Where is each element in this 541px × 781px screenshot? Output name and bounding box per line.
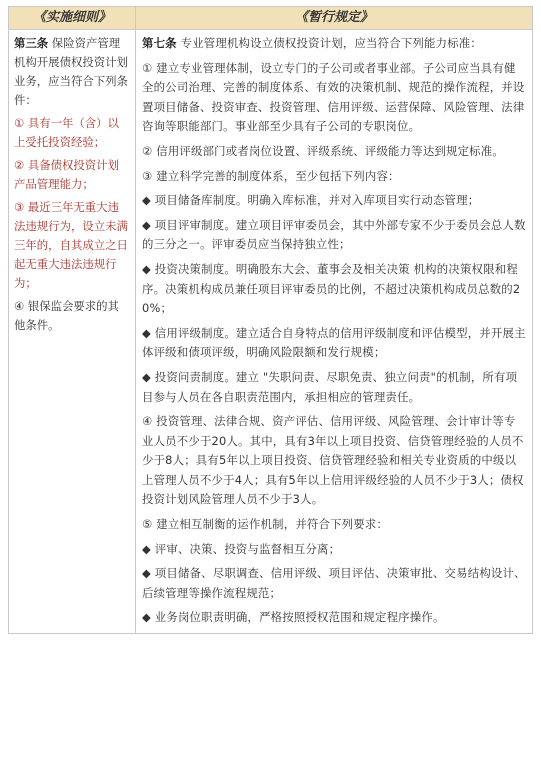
right-para-7: ◆ 信用评级制度。建立适合自身特点的信用评级制度和评估模型，并开展主体评级和债项评级，明确风险限额和发行规模； <box>142 325 526 360</box>
right-para-2: ② 信用评级部门或者岗位设置、评级系统、评级能力等达到规定标准。 <box>142 143 504 158</box>
right-para-5: ◆ 项目评审制度。建立项目评审委员会，其中外部专家不少于委员会总人数的三分之一。评审委员应当保持独立性； <box>142 217 526 252</box>
right-intro <box>142 34 527 54</box>
left-article-number: 第三条 <box>14 36 49 50</box>
right-para-12: ◆ 项目储备、尽职调查、信用评级、项目评估、决策审批、交易结构设计、后续管理等操作流程规范； <box>142 566 526 600</box>
left-item-2: ② 具备债权投资计划产品管理能力； <box>14 158 119 191</box>
left-intro <box>14 34 130 110</box>
right-para-9: ④ 投资管理、法律合规、资产评估、信用评级、风险管理、会计审计等专业人员不少于20人。其中，具有3年以上项目投资、信贷管理经验的人员不少于8人；具有5年以上项目投资、信贷管理经验和相关专业资质的中级以上管理人员不少于4人；具有5年以上信用评级经验的人员不少于3人；债权投资计划风险管理人员不少于3人。 <box>142 414 524 507</box>
right-para-11: ◆ 评审、决策、投资与监督相互分离； <box>142 541 341 556</box>
right-para-1: ① 建立专业管理体制，设立专门的子公司或者事业部。子公司应当具有健全的公司治理、完善的制度体系、有效的决策机制、规范的操作流程，并设置项目储备、投资审查、投资管理、信用评级、运营保障、风险管理、法律咨询等职能部门。事业部至少具有子公司的专职岗位。 <box>142 60 525 134</box>
right-para-4: ◆ 项目储备库制度。明确入库标准，并对入库项目实行动态管理； <box>142 193 480 208</box>
right-article-number: 第七条 <box>142 36 177 50</box>
comparison-table <box>8 6 533 634</box>
right-para-6: ◆ 投资决策制度。明确股东大会、董事会及相关决策 机构的决策权限和程序。决策机构成员兼任项目评审委员的比例，不超过决策机构成员总数的20%； <box>142 261 521 316</box>
left-item-3: ③ 最近三年无重大违法违规行为，设立未满三年的，自其成立之日起无重大违法违规行为； <box>14 200 128 290</box>
left-intro-text: 保险资产管理机构开展债权投资计划业务，应当符合下列条件： <box>14 36 128 107</box>
right-para-13: ◆ 业务岗位职责明确，严格按照授权范围和规定程序操作。 <box>142 610 445 625</box>
left-item-4: ④ 银保监会要求的其他条件。 <box>14 299 119 332</box>
table-header-row <box>9 7 533 30</box>
left-column-body <box>9 30 135 335</box>
table-body-row <box>9 30 533 634</box>
right-para-3: ③ 建立科学完善的制度体系，至少包括下列内容： <box>142 168 400 183</box>
right-intro-text: 专业管理机构设立债权投资计划，应当符合下列能力标准： <box>176 36 482 50</box>
left-column-cell <box>9 30 136 634</box>
right-column-cell <box>136 30 533 634</box>
left-item-1: ① 具有一年（含）以上受托投资经验； <box>14 116 119 149</box>
right-column-body <box>136 30 532 628</box>
header-right: 《暂行规定》 <box>136 7 533 30</box>
header-left: 《实施细则》 <box>9 7 136 30</box>
right-para-8: ◆ 投资问责制度。建立 "失职问责、尽职免责、独立问责"的机制，所有项目参与人员在各自职责范围内，承担相应的管理责任。 <box>142 369 518 404</box>
right-para-10: ⑤ 建立相互制衡的运作机制，并符合下列要求： <box>142 517 389 532</box>
